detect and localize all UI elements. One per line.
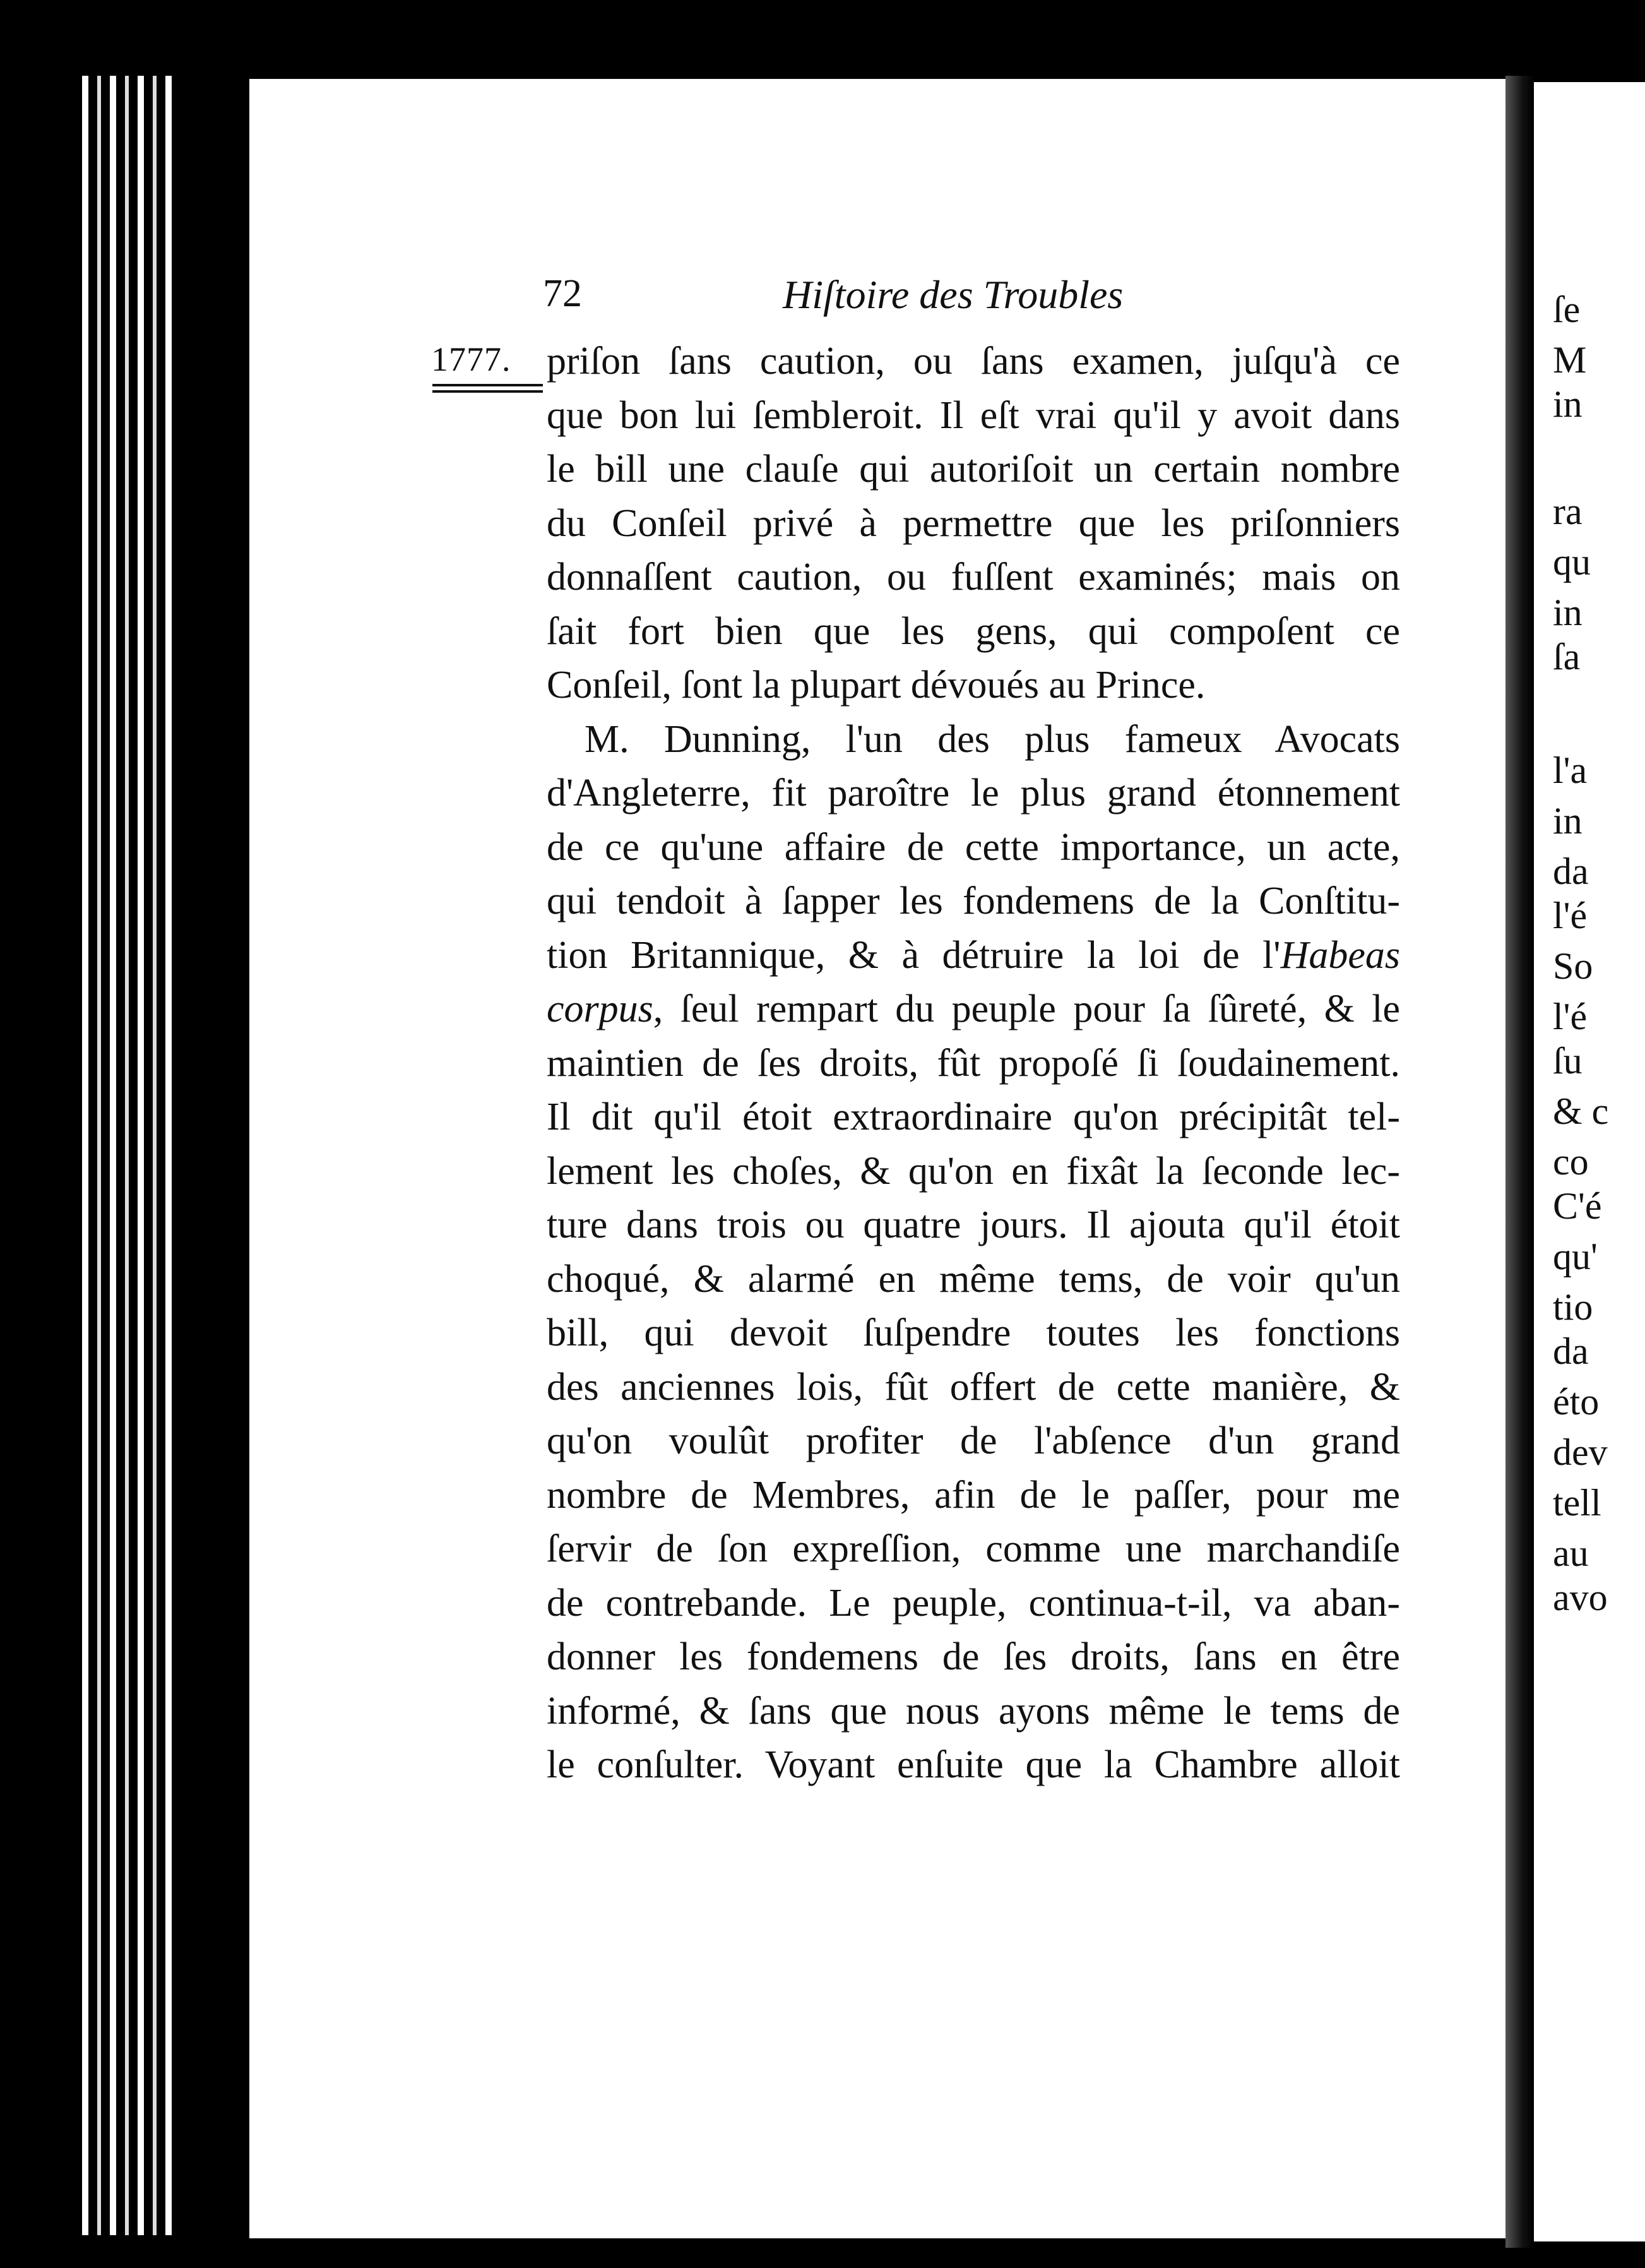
- facing-page-text: qu: [1553, 541, 1591, 583]
- facing-page-text: l'a: [1553, 749, 1588, 791]
- text-line: tion Britannique, & à détruire la loi de l'Habeas: [547, 933, 1400, 977]
- facing-page-text: l'é: [1553, 996, 1588, 1037]
- facing-page-text: So: [1553, 945, 1593, 987]
- facing-page-text: tell: [1553, 1482, 1601, 1524]
- text-line: donnaſſent caution, ou fuſſent examinés; mais on: [547, 556, 1400, 599]
- text-line: maintien de ſes droits, fût propoſé ſi ſoudainement.: [547, 1041, 1400, 1085]
- text-line: Conſeil, ſont la plupart dévoués au Prince.: [547, 664, 1206, 707]
- text-line: le conſulter. Voyant enſuite que la Chambre alloit: [547, 1743, 1400, 1786]
- text-line: de contrebande. Le peuple, continua-t-il, va aban-: [547, 1581, 1400, 1625]
- facing-page-text: da: [1553, 1330, 1589, 1372]
- text-line: qu'on voulût profiter de l'abſence d'un grand: [547, 1419, 1400, 1462]
- text-line: d'Angleterre, fit paroître le plus grand étonnement: [547, 772, 1400, 815]
- text-line: du Conſeil privé à permettre que les priſonniers: [547, 501, 1400, 545]
- book-gutter: [1505, 76, 1534, 2248]
- facing-page-text: ſu: [1553, 1040, 1583, 1082]
- page-number: 72: [543, 272, 582, 315]
- body-text: [547, 335, 1400, 1793]
- facing-page-text: tio: [1553, 1286, 1593, 1328]
- facing-page-text: C'é: [1553, 1185, 1602, 1227]
- text-line: ſait fort bien que les gens, qui compoſent ce: [547, 609, 1400, 653]
- facing-page-text: ra: [1553, 491, 1583, 532]
- facing-page-text: éto: [1553, 1381, 1600, 1423]
- text-line: M. Dunning, l'un des plus fameux Avocats: [585, 717, 1400, 761]
- facing-page-text: in: [1553, 800, 1583, 842]
- text-line: corpus, ſeul rempart du peuple pour ſa ſûreté, & le: [547, 988, 1400, 1030]
- facing-page-text: in: [1553, 383, 1583, 425]
- text-line: lement les choſes, & qu'on en fixât la ſeconde lec-: [547, 1149, 1400, 1193]
- facing-page-text: in: [1553, 592, 1583, 633]
- margin-rule: [432, 384, 543, 386]
- facing-page-text: avo: [1553, 1577, 1608, 1618]
- text-line: de ce qu'une affaire de cette importance, un acte,: [547, 825, 1400, 869]
- text-line: informé, & ſans que nous ayons même le tems de: [547, 1689, 1400, 1733]
- margin-year-note: 1777.: [431, 340, 511, 378]
- facing-page-text: ſa: [1553, 636, 1581, 677]
- text-line: bill, qui devoit ſuſpendre toutes les fonctions: [547, 1311, 1400, 1354]
- facing-page-text: M: [1553, 339, 1587, 381]
- facing-page-fragment: [1534, 82, 1645, 2241]
- facing-page-text: dev: [1553, 1431, 1608, 1473]
- text-line: nombre de Membres, afin de le paſſer, pour me: [547, 1473, 1400, 1517]
- text-line: des anciennes lois, fût offert de cette manière, &: [547, 1365, 1400, 1409]
- facing-page-text: co: [1553, 1141, 1589, 1183]
- text-line: choqué, & alarmé en même tems, de voir qu'un: [547, 1257, 1400, 1301]
- facing-page-text: au: [1553, 1532, 1589, 1574]
- text-line: qui tendoit à ſapper les fondemens de la Conſtitu-: [547, 880, 1400, 922]
- facing-page-text: & c: [1553, 1090, 1609, 1132]
- text-line: Il dit qu'il étoit extraordinaire qu'on précipitât tel-: [547, 1095, 1400, 1138]
- facing-page-text: da: [1553, 850, 1589, 892]
- text-line: le bill une clauſe qui autoriſoit un certain nombre: [547, 448, 1400, 491]
- facing-page-text: l'é: [1553, 895, 1588, 936]
- text-line: ture dans trois ou quatre jours. Il ajouta qu'il étoit: [547, 1203, 1400, 1246]
- text-line: priſon ſans caution, ou ſans examen, juſqu'à ce: [547, 340, 1400, 383]
- page-header: [543, 272, 1225, 322]
- text-line: donner les fondemens de ſes droits, ſans en être: [547, 1635, 1400, 1678]
- text-line: que bon lui ſembleroit. Il eſt vrai qu'il y avoit dans: [547, 393, 1400, 437]
- facing-page-text: qu': [1553, 1236, 1598, 1277]
- margin-rule: [432, 390, 543, 393]
- running-title: Hiſtoire des Troubles: [783, 272, 1124, 317]
- facing-page-text: ſe: [1553, 289, 1581, 330]
- book-page-edges: [82, 76, 240, 2235]
- text-line: ſervir de ſon expreſſion, comme une marchandiſe: [547, 1527, 1400, 1570]
